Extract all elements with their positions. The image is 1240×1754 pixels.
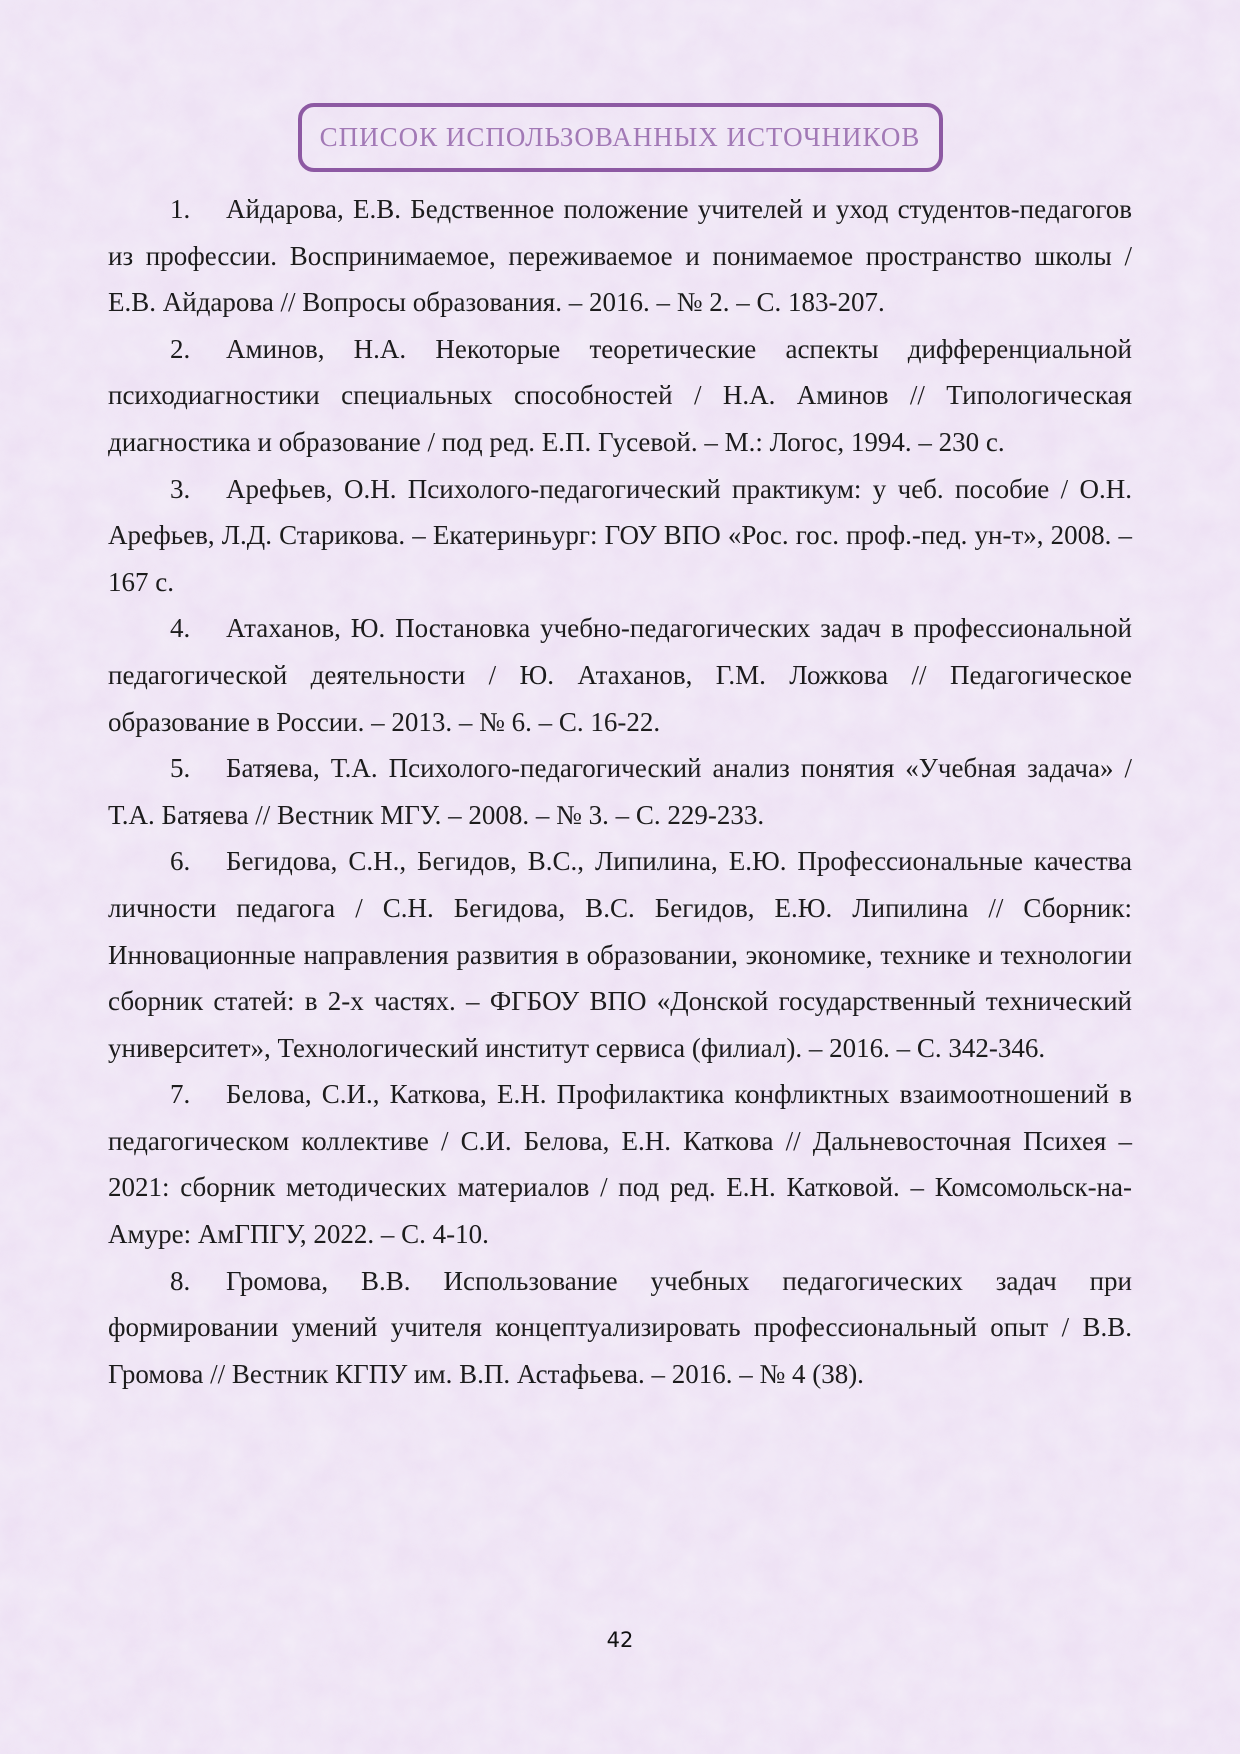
section-title-box <box>298 103 943 172</box>
reference-number: 1. <box>170 194 191 224</box>
reference-text: Арефьев, О.Н. Психолого-педагогический практикум: у чеб. пособие / О.Н. Арефьев, Л.Д. Старикова. – Екатериньург: ГОУ ВПО «Рос. гос. проф.-пед. ун-т», 2008. – 167 с. <box>108 473 1132 597</box>
reference-entry <box>108 1071 1132 1257</box>
reference-text: Аминов, Н.А. Некоторые теоретические аспекты дифференциальной психодиагностики специальных способностей / Н.А. Аминов // Типологическая диагностика и образование / под ред. Е.П. Гусевой. – М.: Логос, 1994. – 230 с. <box>108 333 1132 457</box>
reference-text: Атаханов, Ю. Постановка учебно-педагогических задач в профессиональной педагогической деятельности / Ю. Атаханов, Г.М. Ложкова // Педагогическое образование в России. – 2013. – № 6. – С. 16-22. <box>108 613 1132 737</box>
reference-entry <box>108 745 1132 838</box>
reference-text: Айдарова, Е.В. Бедственное положение учителей и уход студентов-педагогов из профессии. Воспринимаемое, переживаемое и понимаемое пространство школы / Е.В. Айдарова // Вопросы образования. – 2016. – № 2. – С. 183-207. <box>108 194 1132 318</box>
reference-entry <box>108 1258 1132 1398</box>
reference-number: 8. <box>170 1265 191 1296</box>
reference-entry <box>108 326 1132 466</box>
reference-number: 2. <box>170 333 191 364</box>
reference-text: Бегидова, С.Н., Бегидов, В.С., Липилина, Е.Ю. Профессиональные качества личности педагога / С.Н. Бегидова, В.С. Бегидов, Е.Ю. Липилина // Сборник: Инновационные направления развития в образовании, экономике, технике и технологии сборник статей: в 2-х частях. – ФГБОУ ВПО «Донской государственный технический университет», Технологический институт сервиса (филиал). – 2016. – С. 342-346. <box>108 846 1132 1063</box>
reference-entry <box>108 466 1132 606</box>
reference-entry <box>108 186 1132 326</box>
reference-number: 7. <box>170 1079 191 1110</box>
reference-text: Белова, С.И., Каткова, Е.Н. Профилактика конфликтных взаимоотношений в педагогическом коллективе / С.И. Белова, Е.Н. Каткова // Дальневосточная Психея – 2021: сборник методических материалов / под ред. Е.Н. Катковой. – Комсомольск-на-Амуре: АмГПГУ, 2022. – С. 4-10. <box>108 1079 1132 1250</box>
section-title: СПИСОК ИСПОЛЬЗОВАННЫХ ИСТОЧНИКОВ <box>319 122 921 152</box>
page-content <box>0 103 1240 1397</box>
reference-number: 3. <box>170 473 191 504</box>
reference-list <box>108 186 1132 1397</box>
reference-text: Батяева, Т.А. Психолого-педагогический анализ понятия «Учебная задача» / Т.А. Батяева // Вестник МГУ. – 2008. – № 3. – С. 229-233. <box>108 753 1132 830</box>
reference-entry <box>108 838 1132 1071</box>
reference-entry <box>108 605 1132 745</box>
reference-number: 4. <box>170 613 191 644</box>
reference-text: Громова, В.В. Использование учебных педагогических задач при формировании умений учителя концептуализировать профессиональный опыт / В.В. Громова // Вестник КГПУ им. В.П. Астафьева. – 2016. – № 4 (38). <box>108 1265 1132 1389</box>
page-number: 42 <box>606 1628 634 1652</box>
reference-number: 5. <box>170 753 191 784</box>
reference-number: 6. <box>170 846 191 877</box>
